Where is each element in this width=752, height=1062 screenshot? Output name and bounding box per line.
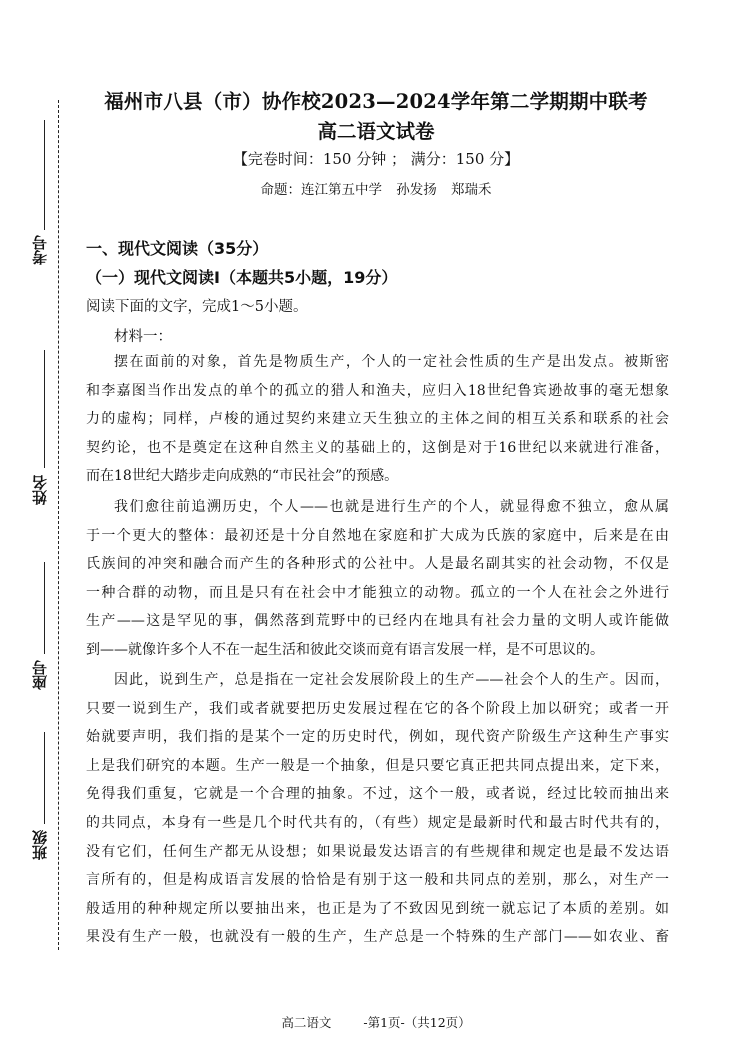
text-line: 摆在面前的对象，首先是物质生产，个人的一定社会性质的生产是出发点。被斯密	[114, 354, 669, 370]
paragraph-3	[86, 666, 669, 952]
text-line: 的共同点，本身有一些是几个时代共有的，（有些）规定是最新时代和最古时代共有的，	[86, 814, 669, 831]
exam-number-label: 考号	[31, 235, 49, 265]
text-line: 免得我们重复，它就是一个合理的抽象。不过，这个一般，或者说，经过比较而抽出来	[86, 786, 669, 803]
subsection-heading: （一）现代文阅读Ⅰ（本题共5小题，19分）	[86, 268, 398, 287]
exam-title: 福州市八县（市）协作校2023—2024学年第二学期期中联考	[104, 90, 648, 113]
name-field	[28, 340, 78, 520]
text-line: 上是我们研究的本题。生产一般是一个抽象，但是只要它真正把共同点提出来，定下来，	[86, 757, 669, 774]
text-line: 言所有的，但是构成语言发展的恰恰是有别于这一般和共同点的差别，那么，对生产一	[86, 872, 669, 889]
text-line: 氏族间的冲突和融合而产生的各种形式的公社中。人是最名副其实的社会动物，不仅是	[86, 556, 669, 573]
instruction-text: 阅读下面的文字，完成1～5小题。	[86, 299, 308, 315]
seat-field	[28, 560, 78, 710]
material-label: 材料一：	[114, 329, 172, 345]
class-label: 班级	[31, 830, 49, 860]
text-line: 力的虚构；同样，卢梭的通过契约来建立天生独立的主体之间的相互关系和联系的社会	[86, 411, 669, 428]
class-blank[interactable]	[44, 732, 45, 824]
exam-subtitle: 高二语文试卷	[317, 120, 435, 143]
text-line: 只要一说到生产，我们或者就要把历史发展过程在它的各个阶段上加以研究；或者一开	[86, 700, 669, 717]
author-name-1: 孙发扬	[396, 182, 437, 198]
seat-label: 座号	[31, 660, 49, 690]
footer-subject: 高二语文	[281, 1015, 332, 1030]
author-line	[0, 178, 752, 198]
name-blank[interactable]	[44, 350, 45, 468]
text-line: 没有它们，任何生产都无从设想；如果说最发达语言的有些规律和规定也是最不发达语	[86, 843, 669, 860]
name-label: 姓名	[31, 475, 49, 505]
footer-page-number: -第1页-（共12页）	[363, 1015, 471, 1030]
text-line: 因此，说到生产，总是指在一定社会发展阶段上的生产——社会个人的生产。因而，	[114, 672, 669, 688]
text-line: 而在18世纪大踏步走向成熟的“市民社会”的预感。	[86, 468, 399, 485]
text-line: 生产——这是罕见的事，偶然落到荒野中的已经内在地具有社会力量的文明人或许能做	[86, 613, 669, 630]
exam-meta: 【完卷时间：150 分钟 ； 满分：150 分】	[232, 150, 520, 168]
section-heading: 一、现代文阅读（35分）	[86, 239, 269, 258]
text-line: 般适用的种种规定所以要抽出来，也正是为了不致因见到统一就忘记了本质的差别。如	[86, 900, 669, 917]
class-field	[28, 730, 78, 880]
text-line: 我们愈往前追溯历史，个人——也就是进行生产的个人，就显得愈不独立，愈从属	[114, 499, 669, 515]
paragraph-2	[86, 493, 669, 665]
text-line: 果没有生产一般，也就没有一般的生产，生产总是一个特殊的生产部门——如农业、畜	[86, 929, 669, 946]
author-prefix: 命题：连江第五中学	[260, 182, 382, 198]
text-line: 契约论，也不是奠定在这种自然主义的基础上的，这倒是对于16世纪以来就进行准备，	[86, 439, 669, 456]
text-line: 始就要声明，我们指的是某个一定的历史时代，例如，现代资产阶级生产这种生产事实	[86, 729, 669, 746]
text-line: 到——就像许多个人不在一起生活和彼此交谈而竟有语言发展一样，是不可思议的。	[86, 641, 604, 658]
paragraph-1	[86, 348, 669, 491]
text-line: 和李嘉图当作出发点的单个的孤立的猎人和渔夫，应归入18世纪鲁宾逊故事的毫无想象	[86, 382, 669, 399]
page-footer	[0, 1013, 752, 1031]
seat-blank[interactable]	[44, 562, 45, 654]
text-line: 一种合群的动物，而且是只有在社会中才能独立的动物。孤立的一个人在社会之外进行	[86, 584, 669, 601]
author-name-2: 郑瑞禾	[451, 182, 492, 198]
text-line: 于一个更大的整体：最初还是十分自然地在家庭和扩大成为氏族的家庭中，后来是在由	[86, 527, 669, 544]
